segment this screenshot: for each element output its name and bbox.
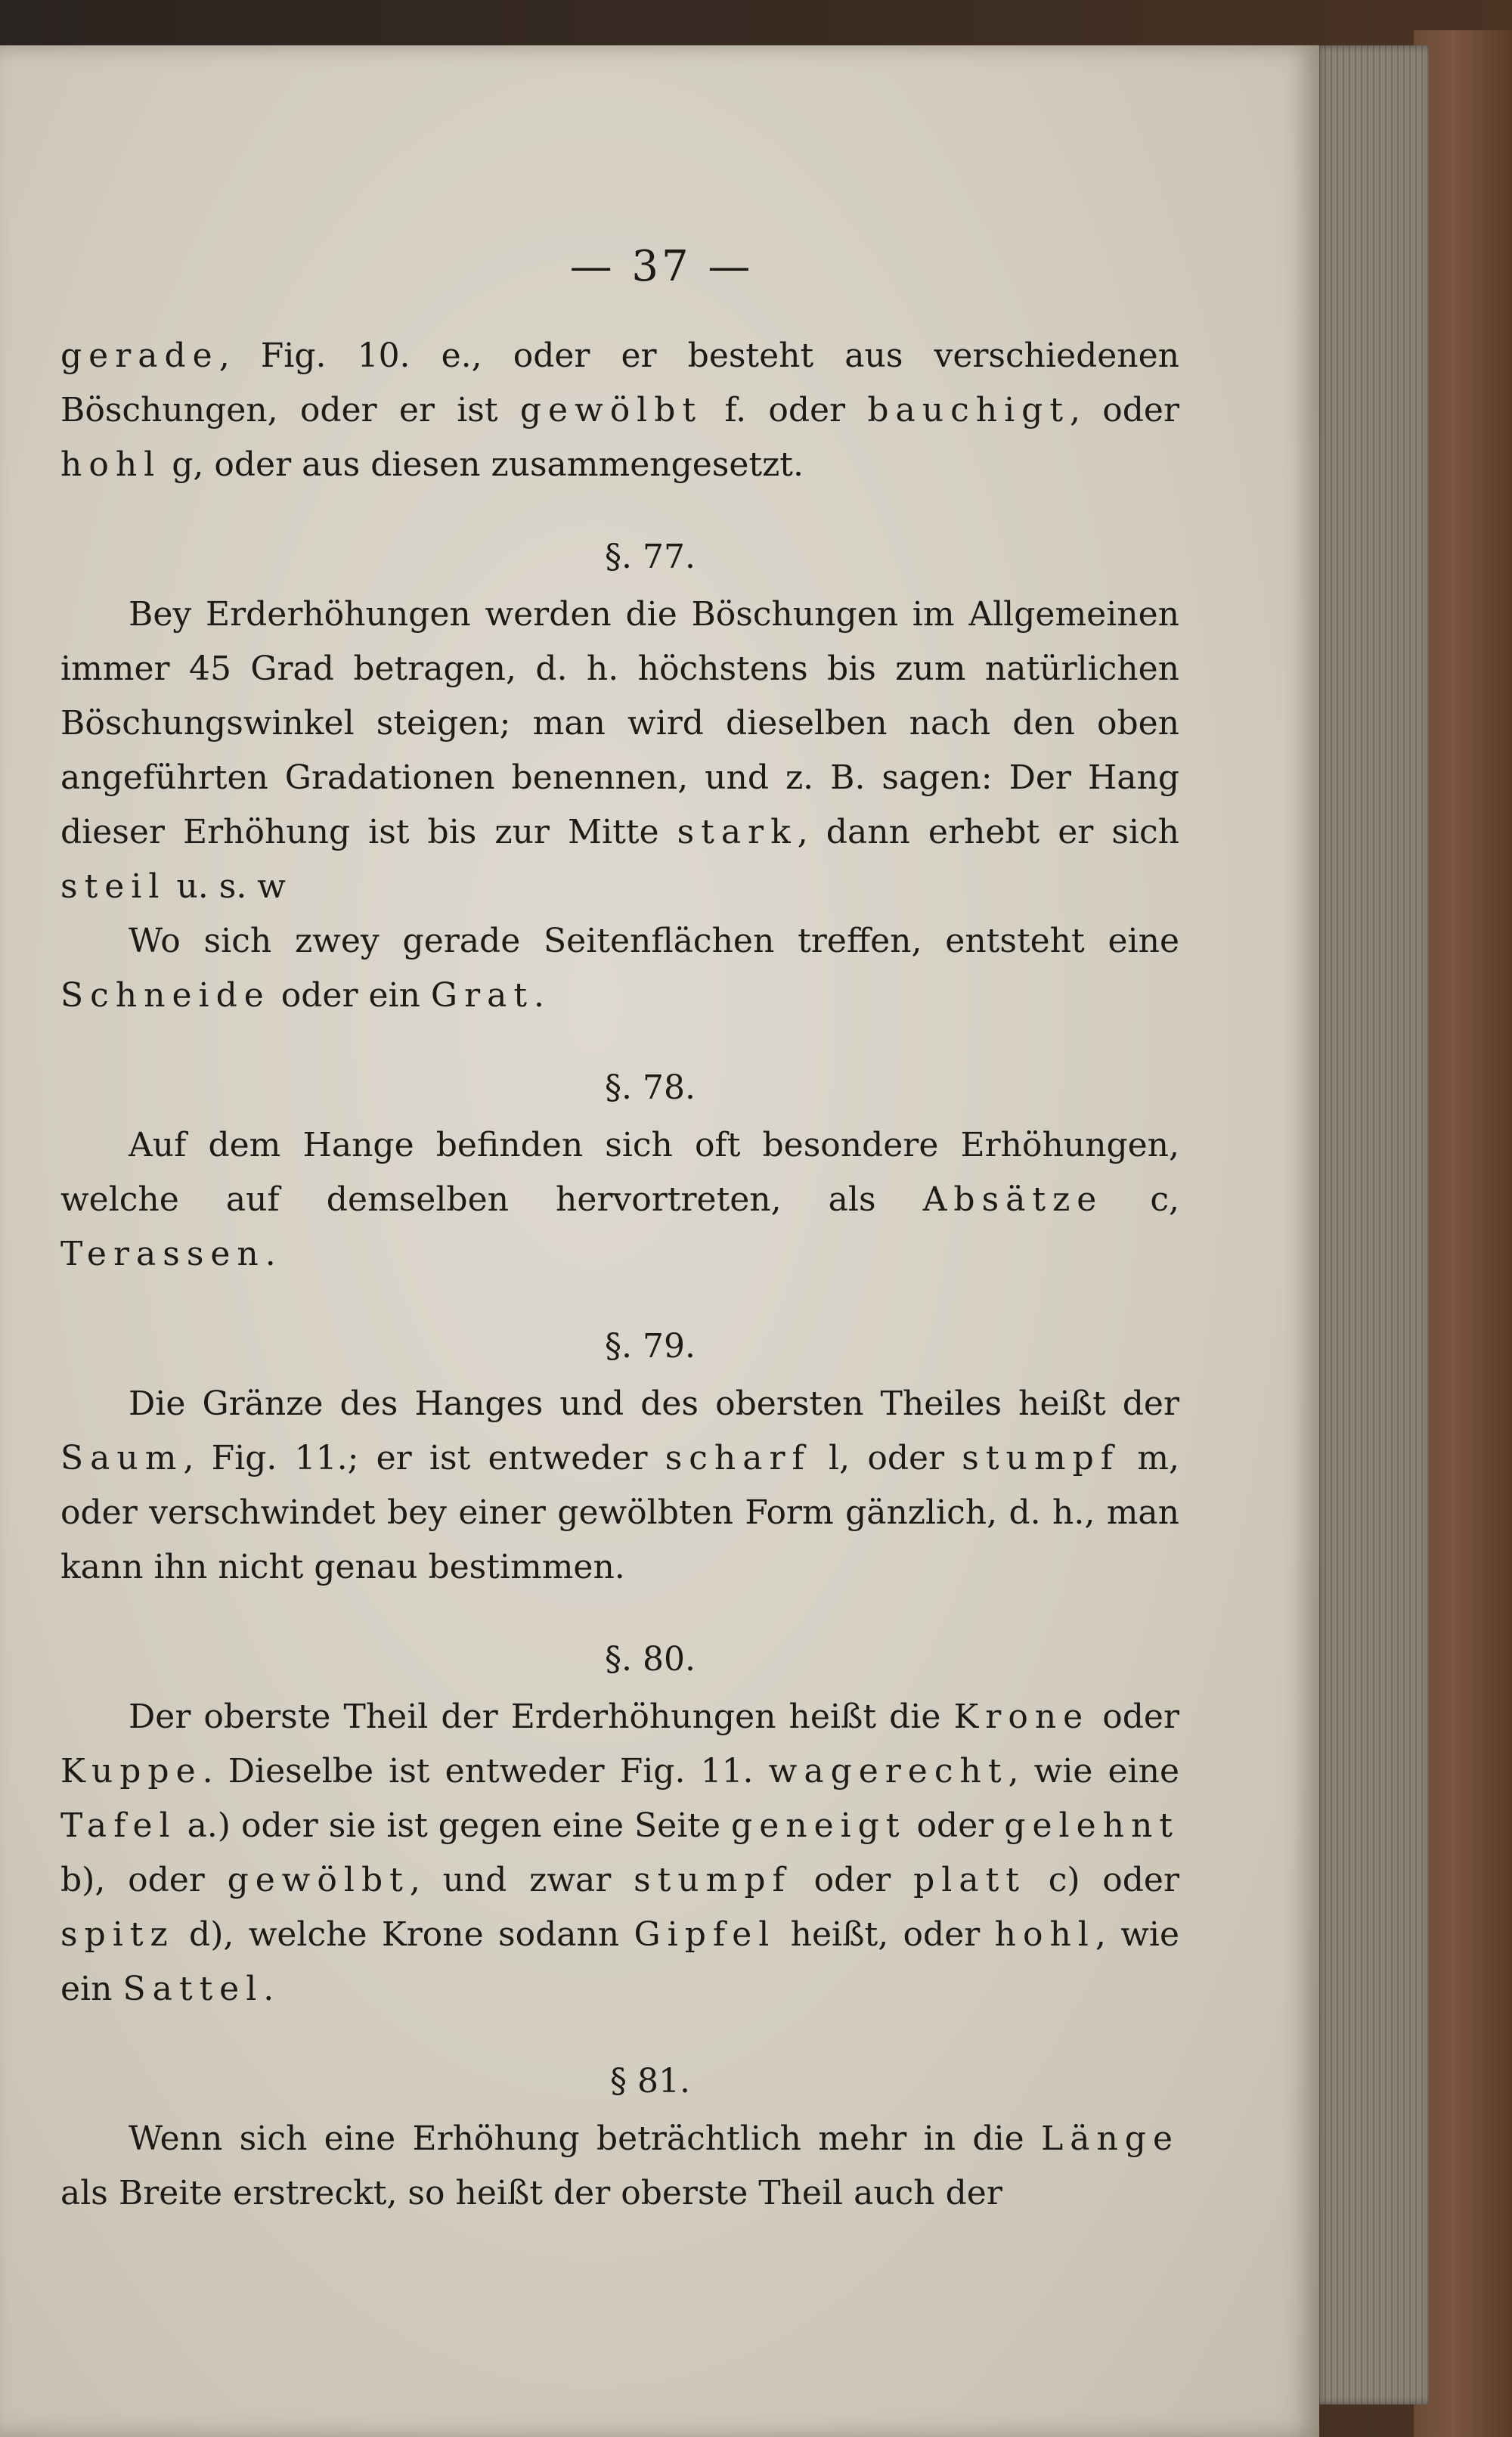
text-run: als Breite erstreckt, so heißt der oberste Theil auch der xyxy=(60,2174,1002,2212)
spaced-term: steil xyxy=(60,867,166,906)
page-edges xyxy=(1315,45,1429,2404)
spaced-term: Länge xyxy=(1041,2119,1179,2158)
text-run: Wenn sich eine Erhöhung beträchtlich mehr in die xyxy=(129,2119,1041,2158)
text-run: d), welche Krone sodann xyxy=(174,1915,634,1954)
text-run: . xyxy=(265,1235,276,1273)
text-run: , dann erhebt er sich xyxy=(797,813,1179,851)
spaced-term: stumpf xyxy=(634,1861,792,1899)
text-run: Bey Erderhöhungen werden die Böschungen im Allgemeinen immer 45 Grad betragen, d. h. höchstens bis zum natürlichen Böschungswinkel steigen; man wird dieselben nach den oben angeführten Gradationen benennen, und z. B. sagen: Der Hang dieser Erhöhung ist bis zur Mitte xyxy=(60,595,1179,851)
spaced-term: gewölbt xyxy=(519,391,703,429)
spaced-term: geneigt xyxy=(731,1806,906,1845)
text-run: Die Gränze des Hanges und des obersten Theiles heißt der xyxy=(129,1384,1179,1423)
text-run: . xyxy=(263,1970,274,2008)
spaced-term: stark xyxy=(677,813,798,851)
text-run: g, oder aus diesen zusammengesetzt. xyxy=(161,445,804,484)
text-run: m, oder verschwindet bey einer gewölbten Form gänzlich, d. h., man kann ihn nicht genau bestimmen. xyxy=(60,1439,1179,1586)
text-run: . Dieselbe ist entweder Fig. 11. xyxy=(202,1752,769,1791)
book-page xyxy=(0,45,1319,2437)
spaced-term: Terassen xyxy=(60,1235,265,1273)
text-run: b), oder xyxy=(60,1861,228,1899)
text-run: a.) oder sie ist gegen eine Seite xyxy=(176,1806,732,1845)
section-heading-81: § 81. xyxy=(610,2062,690,2101)
text-run: , und zwar xyxy=(409,1861,634,1899)
spaced-term: platt xyxy=(913,1861,1026,1899)
text-run: oder xyxy=(791,1861,914,1899)
text-run: l, oder xyxy=(810,1439,962,1477)
section-heading-79: §. 79. xyxy=(605,1327,696,1366)
text-run: u. s. w xyxy=(166,867,286,906)
section-80-paragraph xyxy=(60,1690,1179,2017)
spaced-term: wagerecht xyxy=(768,1752,1009,1791)
spaced-term: gerade xyxy=(60,336,219,375)
section-79-paragraph xyxy=(60,1377,1179,1595)
section-heading-77: §. 77. xyxy=(605,538,696,576)
spaced-term: spitz xyxy=(60,1915,175,1954)
page-content xyxy=(60,181,1179,2221)
spaced-term: Absätze xyxy=(922,1180,1104,1219)
spaced-term: Gipfel xyxy=(634,1915,776,1954)
section-heading-78: §. 78. xyxy=(605,1068,696,1107)
spaced-term: Sattel xyxy=(122,1970,264,2008)
text-run: oder xyxy=(906,1806,1005,1845)
text-run: , wie eine xyxy=(1008,1752,1179,1791)
text-run: c, xyxy=(1103,1180,1179,1219)
text-run: oder ein xyxy=(270,976,431,1015)
spaced-term: hohl xyxy=(60,445,162,484)
spaced-term: bauchigt xyxy=(867,391,1070,429)
spaced-term: Grat xyxy=(430,976,534,1015)
text-run: Wo sich zwey gerade Seitenflächen treffen, entsteht eine xyxy=(129,922,1179,960)
text-run: , Fig. 11.; er ist entweder xyxy=(183,1439,665,1477)
text-run: Der oberste Theil der Erderhöhungen heißt die xyxy=(129,1698,954,1736)
text-run: . xyxy=(534,976,545,1015)
text-run: oder xyxy=(1089,1698,1179,1736)
text-run: Auf dem Hange befinden sich oft besondere Erhöhungen, welche auf demselben hervortreten, als xyxy=(60,1126,1179,1219)
page-number: — 37 — xyxy=(569,242,754,291)
text-run: , oder xyxy=(1070,391,1180,429)
section-heading-80: §. 80. xyxy=(605,1640,696,1679)
spaced-term: scharf xyxy=(665,1439,811,1477)
text-run: c) oder xyxy=(1025,1861,1179,1899)
section-81-paragraph xyxy=(60,2112,1179,2221)
text-run: , Fig. 10. e., oder er besteht aus verschiedenen Böschungen, oder er ist xyxy=(60,336,1179,429)
spaced-term: Schneide xyxy=(60,976,271,1015)
text-run: f. oder xyxy=(702,391,868,429)
spaced-term: Tafel xyxy=(60,1806,177,1845)
spaced-term: Kuppe xyxy=(60,1752,203,1791)
spaced-term: hohl xyxy=(994,1915,1095,1954)
text-run: heißt, oder xyxy=(776,1915,995,1954)
spaced-term: Krone xyxy=(953,1698,1090,1736)
section-77-paragraph-2 xyxy=(60,914,1179,1023)
section-77-paragraph-1 xyxy=(60,588,1179,914)
opening-paragraph xyxy=(60,329,1179,492)
spaced-term: gewölbt xyxy=(227,1861,410,1899)
spaced-term: gelehnt xyxy=(1004,1806,1179,1845)
text-run: , wie ein xyxy=(60,1915,1179,2008)
section-78-paragraph xyxy=(60,1118,1179,1282)
spaced-term: stumpf xyxy=(962,1439,1120,1477)
spaced-term: Saum xyxy=(60,1439,184,1477)
